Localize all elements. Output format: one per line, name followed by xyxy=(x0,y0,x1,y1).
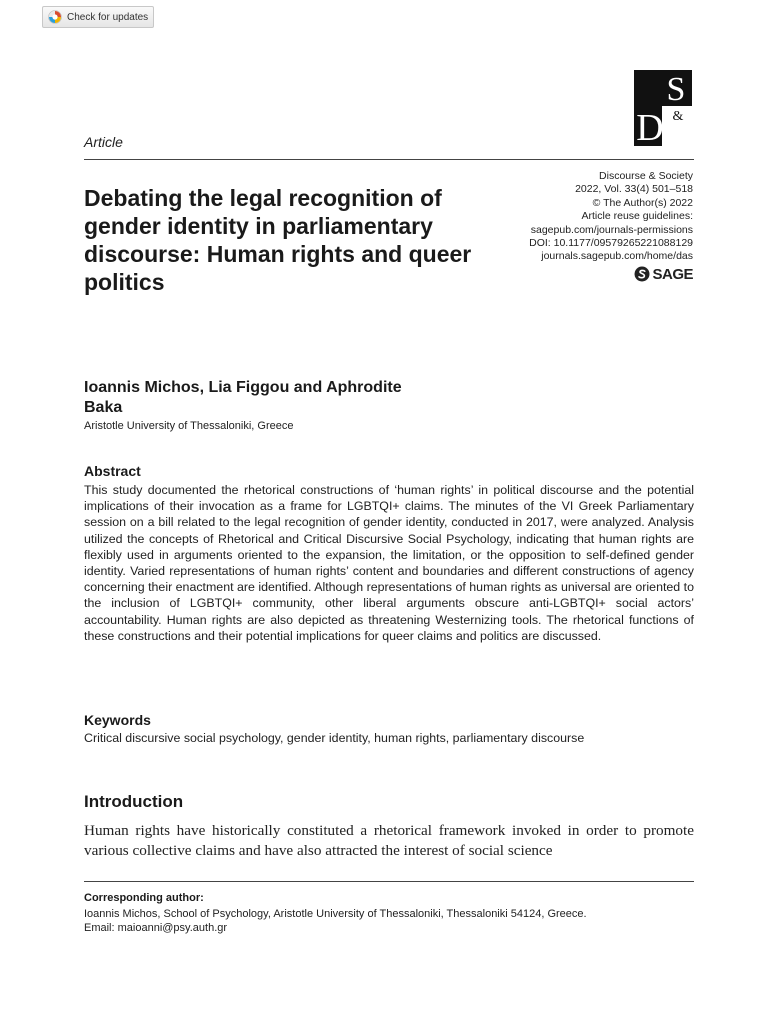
check-for-updates-button[interactable] xyxy=(42,6,154,28)
journal-logo-letter-s: S xyxy=(666,71,686,108)
crossmark-icon xyxy=(48,10,62,24)
journal-logo-ampersand: & xyxy=(672,109,684,124)
footnote-divider xyxy=(84,881,694,882)
corresponding-author-email[interactable]: Email: maioanni@psy.auth.gr xyxy=(84,922,228,934)
permissions-link[interactable]: sagepub.com/journals-permissions xyxy=(530,223,693,236)
affiliation: Aristotle University of Thessaloniki, Greece xyxy=(84,420,294,432)
corresponding-author-address: Ioannis Michos, School of Psychology, Aristotle University of Thessaloniki, Thessaloniki 54124, Greece. xyxy=(84,908,587,920)
journal-logo-letter-d: D xyxy=(636,107,664,146)
journal-name: Discourse & Society xyxy=(599,170,693,182)
introduction-heading: Introduction xyxy=(84,792,184,811)
authors: Ioannis Michos, Lia Figgou and Aphrodite Baka xyxy=(84,379,402,416)
keywords-heading: Keywords xyxy=(84,712,151,728)
journal-volume: 2022, Vol. 33(4) 501–518 xyxy=(575,183,693,196)
introduction-text: Human rights have historically constituted a rhetorical framework invoked in order to promote various collective claims and have also attracted the interest of social science xyxy=(84,822,694,859)
publisher-logo xyxy=(634,265,693,283)
reuse-guidelines-label: Article reuse guidelines: xyxy=(581,210,693,223)
article-title: Debating the legal recognition of gender identity in parliamentary discourse: Human rights and queer politics xyxy=(84,185,472,295)
keywords-text: Critical discursive social psychology, gender identity, human rights, parliamentary discourse xyxy=(84,731,585,745)
publisher-name: SAGE xyxy=(652,265,693,283)
abstract-text: This study documented the rhetorical constructions of ‘human rights’ in political discourse and the potential implications of their invocation as a frame for LGBTQI+ claims. The minutes of the VI Greek Parliamentary session on a bill related to the legal recognition of gender identity, conducted in 2017, were analyzed. Analysis utilized the concepts of Rhetorical and Critical Discursive Social Psychology, indicating that human rights are flexibly used in arguments oriented to the expansion, the limitation, or the opposition to self-defined gender identity. Varied representations of human rights’ content and boundaries and different constructions of agency concerning their enactment are identified. Although representations of human rights as universal are oriented to the inclusion of LGBTQI+ community, other liberal arguments obscure anti-LGBTQI+ social actors’ accountability. Human rights are also depicted as threatening Westernizing tools. The rhetorical functions of these constructions and their potential implications for queer claims and politics are discussed. xyxy=(84,483,694,643)
header-divider xyxy=(84,159,694,160)
journal-homepage-link[interactable]: journals.sagepub.com/home/das xyxy=(541,250,693,263)
article-type: Article xyxy=(84,134,123,150)
copyright: © The Author(s) 2022 xyxy=(592,196,693,209)
doi[interactable]: DOI: 10.1177/09579265221088129 xyxy=(529,237,693,250)
check-for-updates-label: Check for updates xyxy=(67,11,149,23)
sage-s-icon xyxy=(634,266,650,282)
abstract-heading: Abstract xyxy=(84,463,141,479)
journal-logo xyxy=(634,70,692,146)
corresponding-author-heading: Corresponding author: xyxy=(84,892,204,904)
